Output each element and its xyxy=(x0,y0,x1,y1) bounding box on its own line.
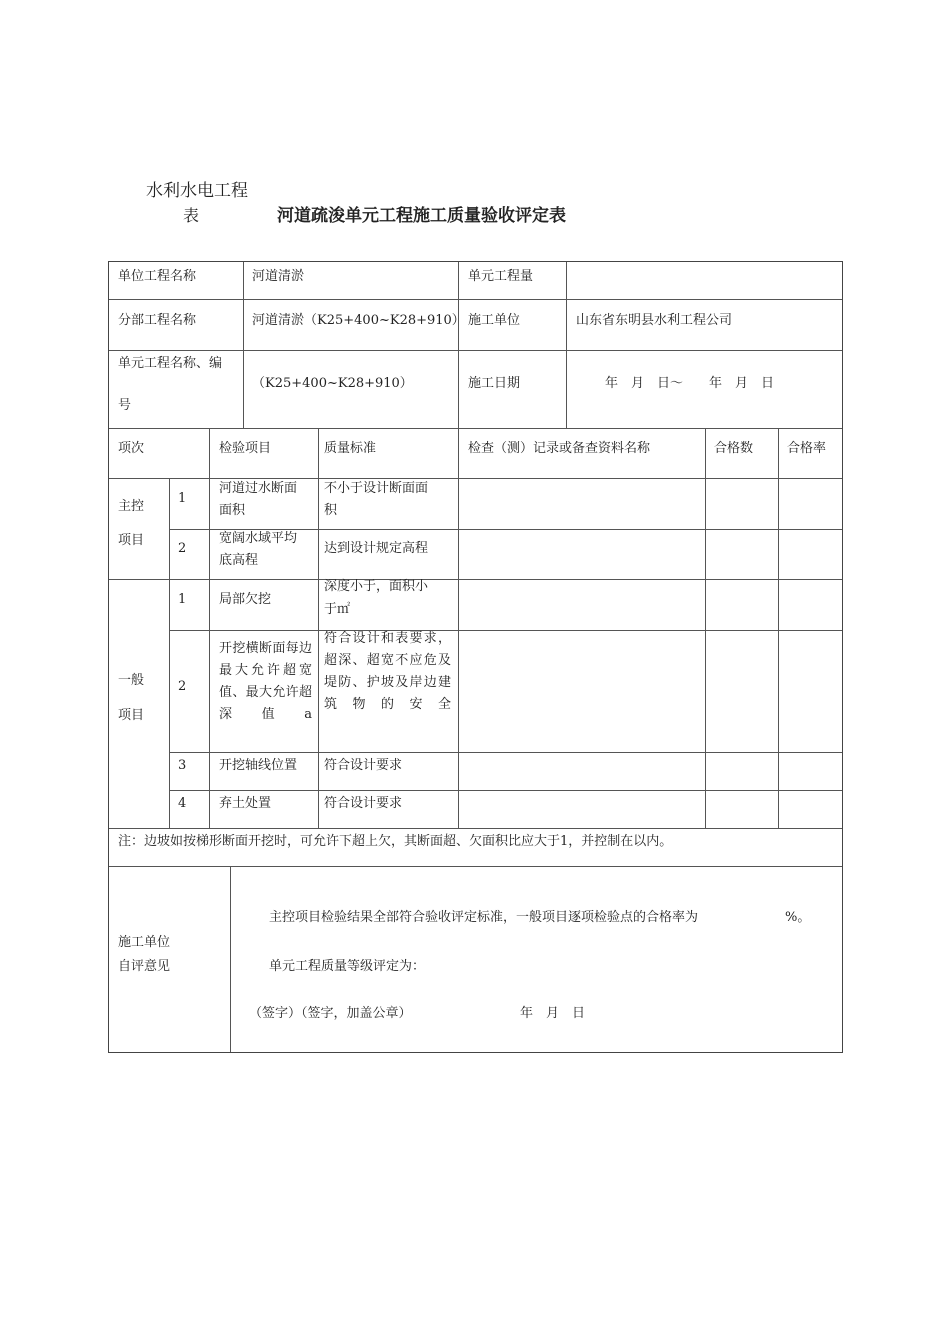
unit-project-value: 河道清淤 xyxy=(252,269,305,284)
col-header-item-no: 项次 xyxy=(118,441,145,456)
contractor-value: 山东省东明县水利工程公司 xyxy=(576,313,733,328)
main-row-1-standard: 不小于设计断面面 xyxy=(324,481,429,496)
col-divider xyxy=(778,428,779,828)
general-row-2-standard: 符合设计和表要求，超深、超宽不应危及堤防、护坡及岸边建筑物的安全 xyxy=(324,631,451,712)
col-header-quality-standard: 质量标准 xyxy=(324,441,377,456)
row-divider xyxy=(169,630,842,631)
self-eval-label: 施工单位 xyxy=(118,935,171,950)
general-row-1-item: 局部欠挖 xyxy=(219,592,272,607)
main-row-1-no: 1 xyxy=(178,491,187,506)
unit-quantity-label: 单元工程量 xyxy=(468,269,534,284)
row-divider xyxy=(109,428,842,429)
col-divider xyxy=(318,428,319,828)
col-divider xyxy=(243,262,244,428)
sub-project-label: 分部工程名称 xyxy=(118,313,197,328)
general-group-label-cont: 项目 xyxy=(118,708,145,723)
general-row-4-no: 4 xyxy=(178,796,187,811)
main-row-1-item-cont: 面积 xyxy=(219,503,246,518)
element-name-value: （K25+400~K28+910） xyxy=(252,376,413,391)
general-row-3-standard: 符合设计要求 xyxy=(324,758,403,773)
self-eval-percent: %。 xyxy=(785,910,811,925)
unit-project-label: 单位工程名称 xyxy=(118,269,197,284)
row-divider xyxy=(169,790,842,791)
col-divider xyxy=(705,428,706,828)
self-eval-line-2: 单元工程质量等级评定为： xyxy=(269,959,426,974)
evaluation-table xyxy=(108,261,843,1053)
general-row-3-item: 开挖轴线位置 xyxy=(219,758,298,773)
category-label: 水利水电工程 xyxy=(146,181,248,201)
col-divider xyxy=(169,478,170,828)
col-header-pass-count: 合格数 xyxy=(714,441,754,456)
general-row-4-standard: 符合设计要求 xyxy=(324,796,403,811)
general-row-4-item: 弃土处置 xyxy=(219,796,272,811)
general-group-label: 一般 xyxy=(118,673,145,688)
row-divider xyxy=(109,579,842,580)
row-divider xyxy=(109,350,842,351)
date-value: 年 月 日～ 年 月 日 xyxy=(605,376,775,391)
main-row-1-item: 河道过水断面 xyxy=(219,481,298,496)
contractor-label: 施工单位 xyxy=(468,313,521,328)
col-divider xyxy=(230,866,231,1052)
row-divider xyxy=(169,752,842,753)
general-row-3-no: 3 xyxy=(178,758,187,773)
date-label: 施工日期 xyxy=(468,376,521,391)
table-suffix: 表 xyxy=(183,206,200,225)
col-header-pass-rate: 合格率 xyxy=(787,441,827,456)
col-header-inspection-item: 检验项目 xyxy=(219,441,272,456)
signature-date: 年 月 日 xyxy=(520,1006,586,1021)
sub-project-value: 河道清淤（K25+400~K28+910） xyxy=(252,313,465,328)
main-row-2-item-cont: 底高程 xyxy=(219,553,259,568)
general-row-2-no: 2 xyxy=(178,679,187,694)
general-row-2-item: 开挖横断面每边最大允许超宽值、最大允许超深值a xyxy=(219,641,312,722)
general-row-1-standard: 深度小于，面积小 xyxy=(324,579,429,594)
main-group-label: 主控 xyxy=(118,499,145,514)
main-row-2-item: 宽阔水域平均 xyxy=(219,531,298,546)
col-divider xyxy=(209,428,210,828)
signature-line: （签字）（签字，加盖公章） xyxy=(249,1006,412,1021)
general-row-1-no: 1 xyxy=(178,592,187,607)
col-divider xyxy=(458,428,459,828)
self-eval-label-cont: 自评意见 xyxy=(118,959,171,974)
main-group-label-cont: 项目 xyxy=(118,533,145,548)
element-name-label: 单元工程名称、编 xyxy=(118,356,223,371)
row-divider xyxy=(109,299,842,300)
main-row-2-no: 2 xyxy=(178,541,187,556)
main-row-2-standard: 达到设计规定高程 xyxy=(324,541,429,556)
general-row-1-standard-cont: 于㎡ xyxy=(324,602,351,617)
page-title: 河道疏浚单元工程施工质量验收评定表 xyxy=(277,206,566,226)
element-name-label-cont: 号 xyxy=(118,398,132,413)
row-divider xyxy=(109,866,842,867)
col-header-record: 检查（测）记录或备查资料名称 xyxy=(468,441,651,456)
row-divider xyxy=(109,828,842,829)
self-eval-line-1: 主控项目检验结果全部符合验收评定标准，一般项目逐项检验点的合格率为 xyxy=(269,910,699,925)
col-divider xyxy=(566,262,567,428)
main-row-1-standard-cont: 积 xyxy=(324,503,338,518)
col-divider xyxy=(458,262,459,428)
table-note: 注：边坡如按梯形断面开挖时，可允许下超上欠，其断面超、欠面积比应大于1，并控制在以内。 xyxy=(118,834,673,849)
